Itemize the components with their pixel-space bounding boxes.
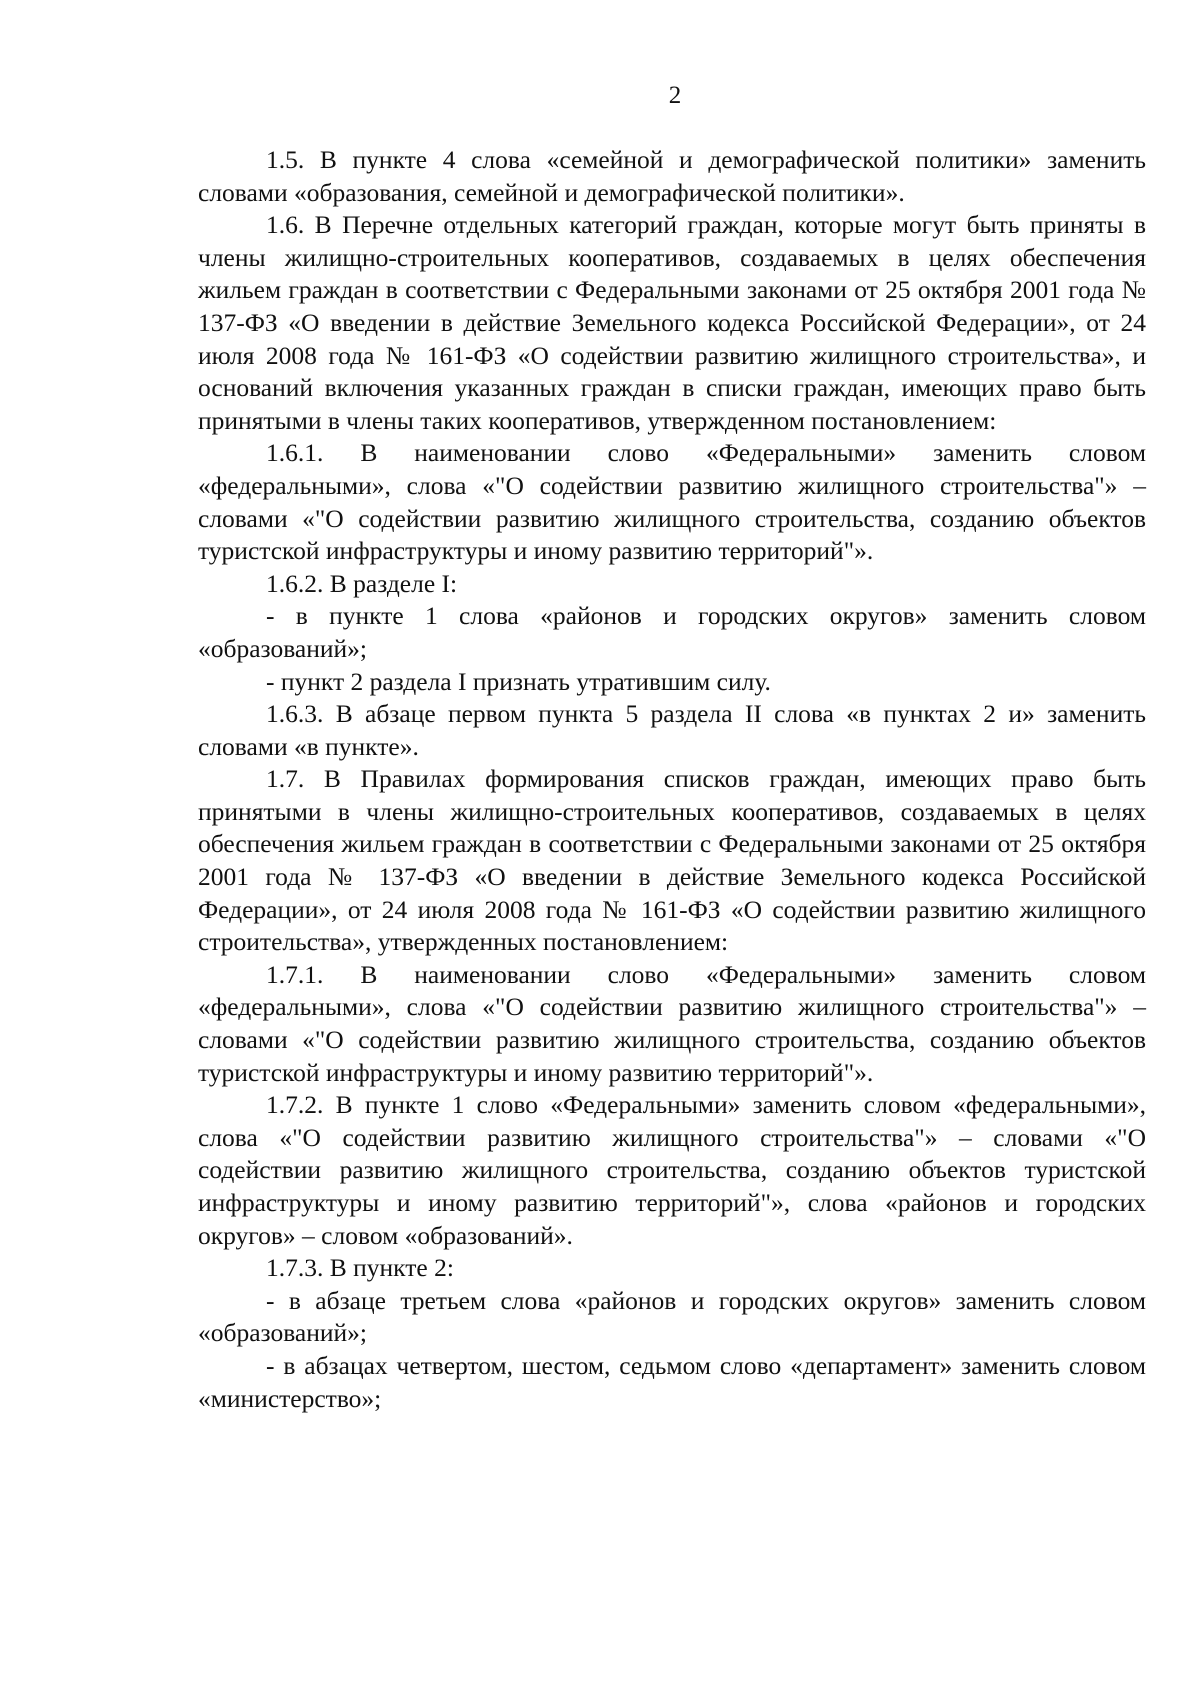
paragraph-1-7: 1.7. В Правилах формирования списков граждан, имеющих право быть принятыми в члены жилищно-строительных кооперативов, создаваемых в целях обеспечения жильем граждан в соответствии с Федеральными законами от 25 октября 2001 года № 137-ФЗ «О введении в действие Земельного кодекса Российской Федерации», от 24 июля 2008 года № 161-ФЗ «О содействии развитию жилищного строительства», утвержденных постановлением:: [198, 764, 1146, 957]
paragraph-1-5: 1.5. В пункте 4 слова «семейной и демографической политики» заменить словами «образования, семейной и демографической политики».: [198, 145, 1146, 207]
paragraph-1-7-3: 1.7.3. В пункте 2:: [266, 1253, 454, 1283]
paragraph-1-6-3: 1.6.3. В абзаце первом пункта 5 раздела II слова «в пунктах 2 и» заменить словами «в пункте».: [198, 699, 1146, 761]
paragraph-1-7-2: 1.7.2. В пункте 1 слово «Федеральными» заменить словом «федеральными», слова «"О содействии развитию жилищного строительства"» – словами «"О содействии развитию жилищного строительства, созданию объектов туристской инфраструктуры и иному развитию территорий"», слова «районов и городских округов» – словом «образований».: [198, 1090, 1146, 1250]
page-number: 2: [668, 82, 682, 109]
paragraph-1-6-1: 1.6.1. В наименовании слово «Федеральными» заменить словом «федеральными», слова «"О содействии развитию жилищного строительства"» – словами «"О содействии развитию жилищного строительства, созданию объектов туристской инфраструктуры и иному развитию территорий"».: [198, 438, 1146, 566]
paragraph-1-6-2-item-2: - пункт 2 раздела I признать утратившим силу.: [266, 666, 771, 696]
paragraph-1-7-3-item-2: - в абзацах четвертом, шестом, седьмом слово «департамент» заменить словом «министерство»;: [198, 1350, 1146, 1413]
paragraph-1-6-2-item-1: - в пункте 1 слова «районов и городских округов» заменить словом «образований»;: [198, 601, 1146, 663]
paragraph-1-7-1: 1.7.1. В наименовании слово «Федеральными» заменить словом «федеральными», слова «"О содействии развитию жилищного строительства"» – словами «"О содействии развитию жилищного строительства, созданию объектов туристской инфраструктуры и иному развитию территорий"».: [198, 959, 1146, 1087]
paragraph-1-7-3-item-1: - в абзаце третьем слова «районов и городских округов» заменить словом «образований»;: [198, 1285, 1146, 1348]
paragraph-1-6-2: 1.6.2. В разделе I:: [266, 568, 458, 598]
document-body: [198, 144, 1146, 1415]
paragraph-1-6: 1.6. В Перечне отдельных категорий граждан, которые могут быть приняты в члены жилищно-строительных кооперативов, создаваемых в целях обеспечения жильем граждан в соответствии с Федеральными законами от 25 октября 2001 года № 137-ФЗ «О введении в действие Земельного кодекса Российской Федерации», от 24 июля 2008 года № 161-ФЗ «О содействии развитию жилищного строительства», и оснований включения указанных граждан в списки граждан, имеющих право быть принятыми в члены таких кооперативов, утвержденном постановлением:: [198, 210, 1146, 435]
